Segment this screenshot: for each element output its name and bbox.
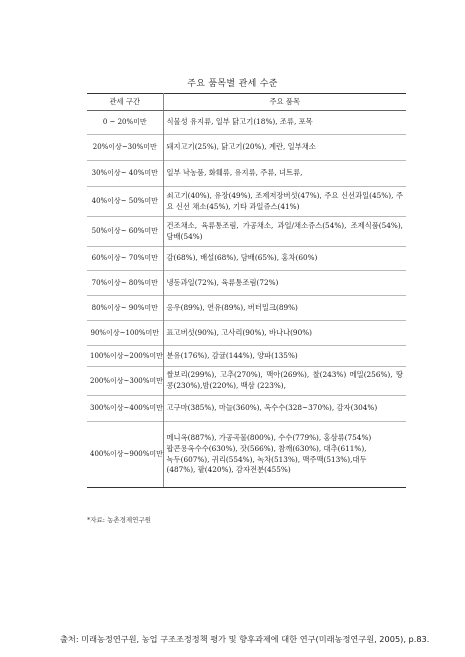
- table-row: [87, 296, 406, 321]
- items-line: 쌀보리(299%), 고추(270%), 맥아(269%), 찰(243%) 메밀(256%), 땅콩(230%),밤(220%), 백삼 (223%),: [166, 370, 403, 390]
- tariff-range-cell: 70%이상~ 80%미만: [87, 271, 163, 296]
- items-line: 녹두(607%), 귀리(554%), 녹차(513%), 맥주맥(513%),대두: [166, 454, 367, 464]
- items-line: 고구마(385%), 마늘(360%), 옥수수(328~370%), 감자(304%): [166, 403, 378, 413]
- main-items-cell: [163, 422, 406, 488]
- header-main-items: 주요 품목: [163, 94, 406, 111]
- tariff-range-cell: 400%이상~900%미만: [87, 422, 163, 488]
- items-line: 분유(176%), 감귤(144%), 양파(135%): [166, 350, 298, 360]
- tariff-range-cell: 300%이상~400%미만: [87, 396, 163, 422]
- table-row: [87, 346, 406, 367]
- items-line: 냉동과일(72%), 육류통조림(72%): [166, 277, 279, 287]
- main-items-cell: [163, 217, 406, 247]
- items-line: 옹우(89%), 연유(89%), 버터밀크(89%): [166, 302, 298, 312]
- main-items-cell: [163, 346, 406, 367]
- tariff-range-cell: 40%이상~ 50%미만: [87, 187, 163, 217]
- items-line: 팝콘용옥수수(630%), 잣(566%), 참깨(630%), 대추(611%),: [166, 443, 367, 453]
- table-row: [87, 396, 406, 422]
- table-header-row: [87, 94, 406, 111]
- header-tariff-range: 관세 구간: [87, 94, 163, 111]
- tariff-range-cell: 30%이상~ 40%미만: [87, 161, 163, 187]
- tariff-range-cell: 20%이상~30%미만: [87, 135, 163, 161]
- table-row: [87, 271, 406, 296]
- items-line: 일부 낙농품, 화훼류, 유지류, 주류, 녀트류,: [166, 168, 303, 178]
- table-row: [87, 161, 406, 187]
- tariff-range-cell: 60%이상~ 70%미만: [87, 247, 163, 271]
- source-citation: 출처: 미래농정연구원, 농업 구조조정정책 평가 및 향후과제에 대한 연구(미래농정연구원, 2005), p.83.: [60, 634, 430, 644]
- main-items-cell: [163, 247, 406, 271]
- table-row: [87, 321, 406, 346]
- items-line: 감(68%), 배설(68%), 담배(65%), 홍차(60%): [166, 253, 318, 263]
- table-row: [87, 187, 406, 217]
- tariff-range-cell: 200%이상~300%미만: [87, 367, 163, 396]
- main-items-cell: [163, 111, 406, 135]
- tariff-range-cell: 100%이상~200%미만: [87, 346, 163, 367]
- main-items-cell: [163, 367, 406, 396]
- items-line: 메니옥(887%), 가공곡물(800%), 수수(779%), 홍삼류(754%): [166, 433, 372, 443]
- items-line: (487%), 팥(420%), 감자전분(455%): [166, 465, 291, 475]
- tariff-range-cell: 90%이상~100%미만: [87, 321, 163, 346]
- main-items-cell: [163, 296, 406, 321]
- tariff-range-cell: 0 ~ 20%미만: [87, 111, 163, 135]
- tariff-table: [87, 93, 406, 488]
- main-items-cell: [163, 135, 406, 161]
- main-items-cell: [163, 321, 406, 346]
- table-row: [87, 367, 406, 396]
- table-row: [87, 135, 406, 161]
- table-body: [87, 111, 406, 488]
- items-line: 돼지고기(25%), 닭고기(20%), 계란, 일부채소: [166, 142, 316, 152]
- tariff-range-cell: 50%이상~ 60%미만: [87, 217, 163, 247]
- tariff-range-cell: 80%이상~ 90%미만: [87, 296, 163, 321]
- table-row: [87, 247, 406, 271]
- main-items-cell: [163, 396, 406, 422]
- table-row: [87, 217, 406, 247]
- items-line: 건조채소, 육류통조림, 가공채소, 과일/채소쥬스(54%), 조제식품(54%), 담배(54%): [166, 220, 403, 241]
- items-line: 표고버섯(90%), 고사리(90%), 바나나(90%): [166, 327, 313, 337]
- main-items-cell: [163, 187, 406, 217]
- items-line: 식물성 유지류, 일부 닭고기(18%), 조류, 포목: [166, 117, 313, 127]
- main-items-cell: [163, 161, 406, 187]
- table-row: [87, 422, 406, 488]
- table-row: [87, 111, 406, 135]
- items-line: 쇠고기(40%), 유장(49%), 조제저장버섯(47%), 주요 신선과일(45%), 주요 신선 채소(45%), 기타 과일쥬스(41%): [166, 190, 403, 211]
- table-title: 주요 품목별 관세 수준: [187, 79, 278, 89]
- main-items-cell: [163, 271, 406, 296]
- data-note: *자료: 농촌경제연구원: [87, 516, 152, 524]
